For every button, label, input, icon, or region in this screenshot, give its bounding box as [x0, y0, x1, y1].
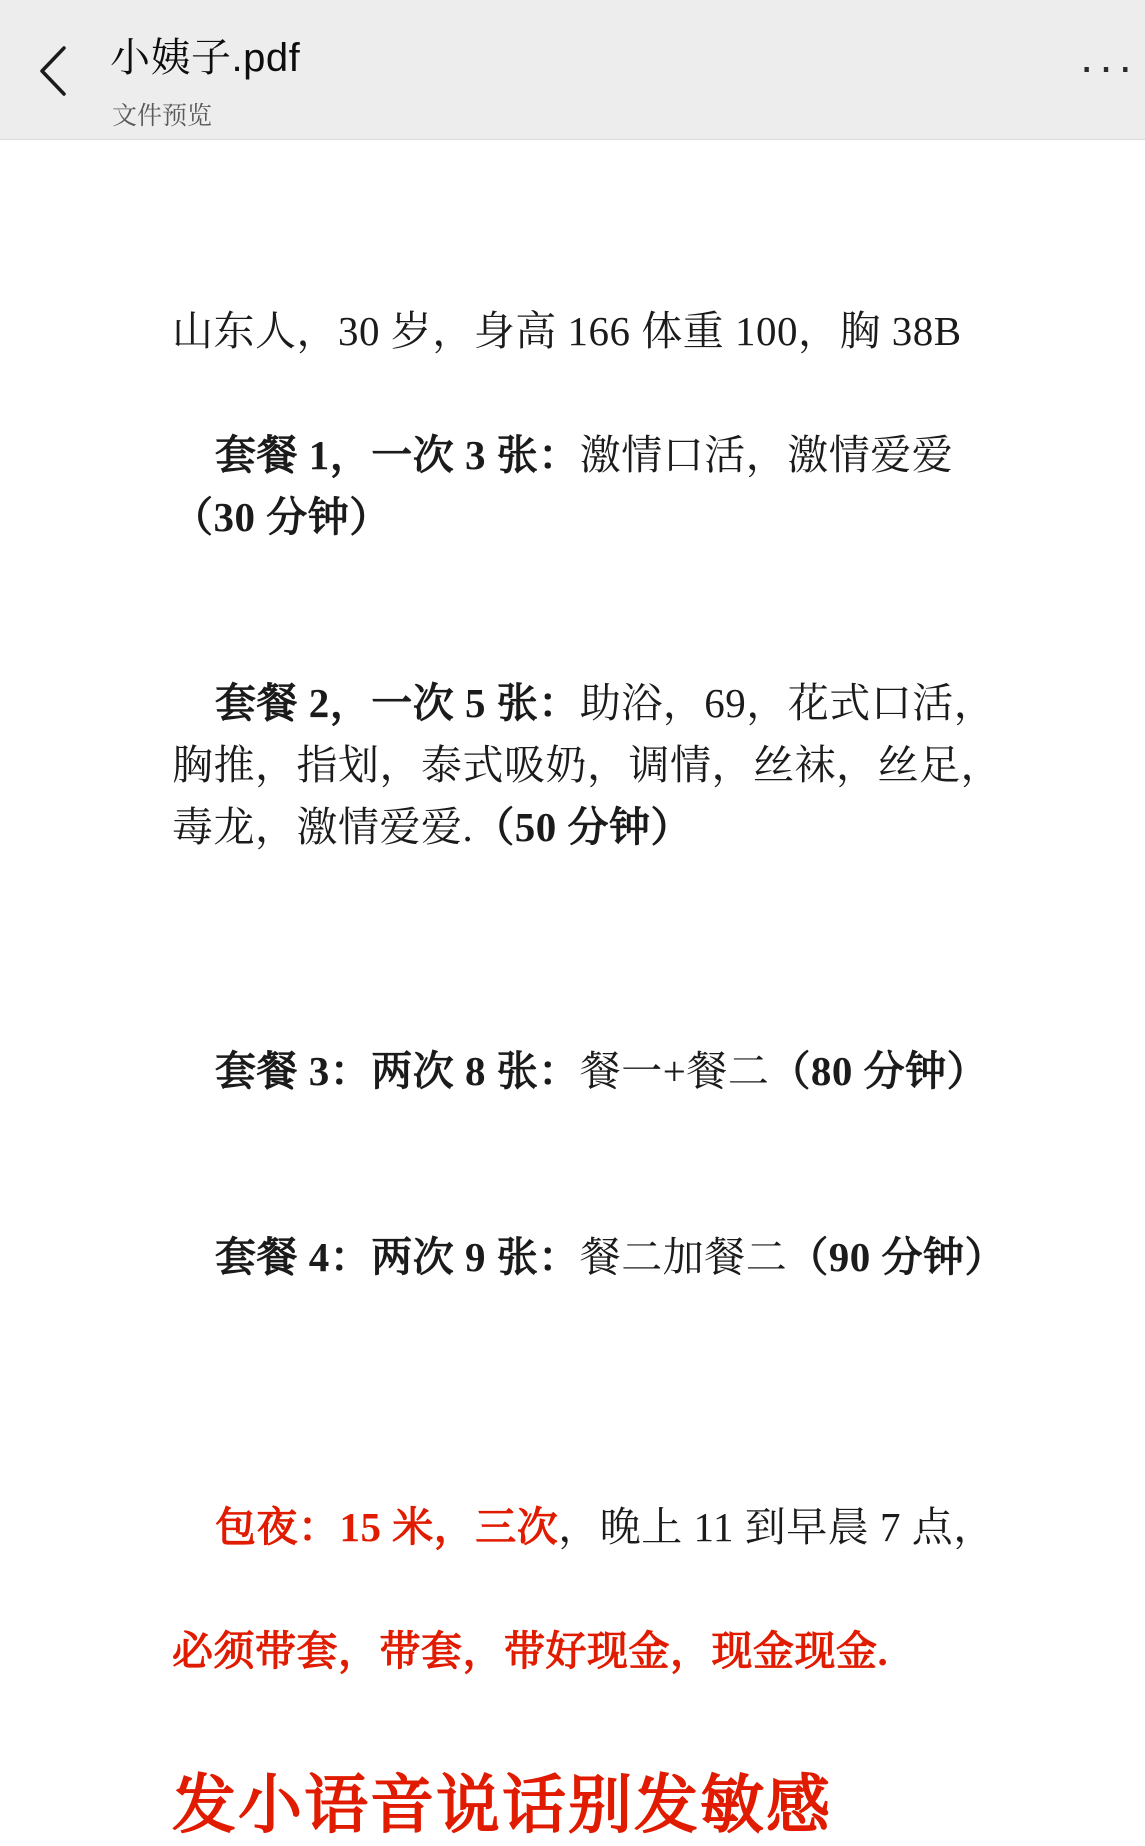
doc-line-package-1	[172, 362, 1025, 610]
overnight-price: 包夜：15 米，三次	[215, 1504, 559, 1550]
package-4-label: 套餐 4：两次 9 张：	[215, 1234, 580, 1280]
preview-header	[0, 0, 1145, 140]
package-2-label: 套餐 2，一次 5 张：	[215, 680, 580, 726]
package-3-content: 餐一+餐二	[579, 1048, 770, 1094]
doc-line-notice: 发小语音说话别发敏感	[172, 1770, 832, 1841]
doc-line-package-3	[172, 978, 1025, 1164]
doc-line-requirements: 必须带套，带套，带好现金，现金现金.	[172, 1628, 889, 1674]
package-4-content: 餐二加餐二	[579, 1234, 788, 1280]
more-options-icon[interactable]: ···	[1079, 40, 1137, 92]
doc-spacer-2	[172, 1350, 1025, 1434]
package-2-content: 助浴，69，花式口活，胸推，指划，泰式吸奶，调情，丝袜，丝足，毒龙，激情爱爱.	[172, 680, 1002, 850]
doc-line-overnight	[172, 1434, 1025, 1620]
doc-spacer-3	[172, 1682, 1025, 1766]
doc-line-profile: 山东人，30 岁，身高 166 体重 100，胸 38B	[172, 308, 962, 354]
page-title: 小姨子.pdf	[110, 36, 301, 80]
package-1-duration: （30 分钟）	[172, 494, 391, 540]
package-2-duration: （50 分钟）	[473, 804, 692, 850]
chevron-left-icon[interactable]	[36, 44, 70, 98]
document-preview-body	[0, 140, 1145, 1841]
package-3-label: 套餐 3：两次 8 张：	[215, 1048, 580, 1094]
package-4-duration: （90 分钟）	[787, 1234, 1006, 1280]
doc-line-package-4	[172, 1164, 1025, 1350]
package-1-content: 激情口活，激情爱爱	[579, 432, 954, 478]
doc-spacer-1	[172, 920, 1025, 978]
overnight-hours: ，晚上 11 到早晨 7 点，	[558, 1504, 995, 1550]
package-3-duration: （80 分钟）	[769, 1048, 989, 1094]
page-subtitle: 文件预览	[112, 102, 213, 130]
doc-line-package-2	[172, 610, 1025, 920]
package-1-label: 套餐 1，一次 3 张：	[215, 432, 580, 478]
